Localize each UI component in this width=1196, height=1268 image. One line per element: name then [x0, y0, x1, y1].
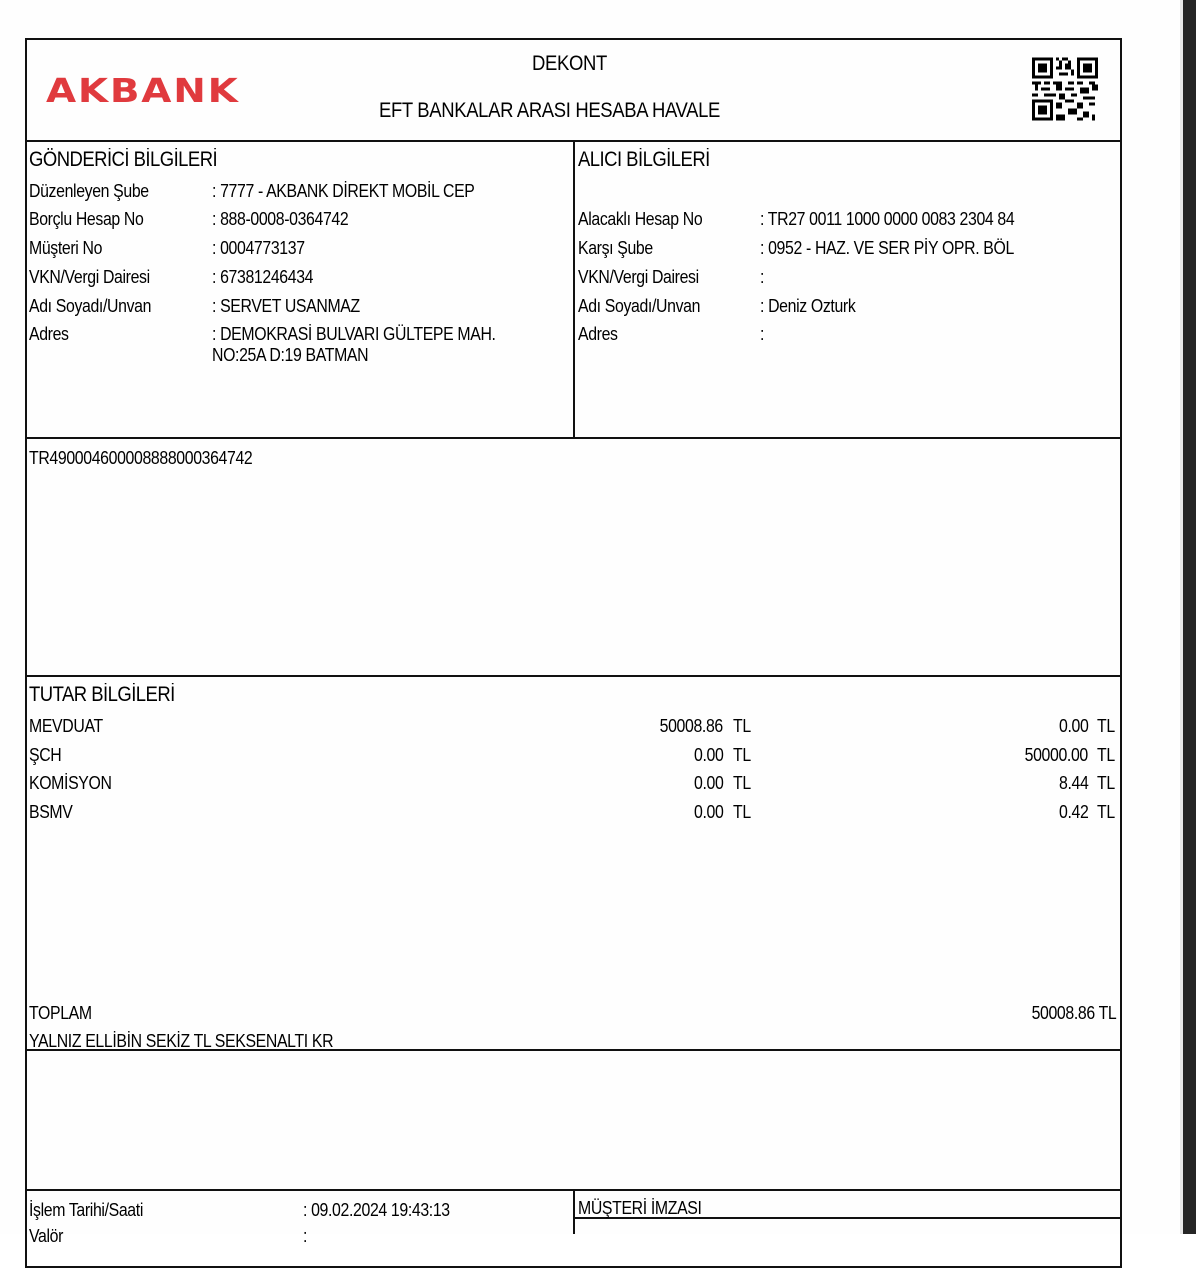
qr-code-icon: [1032, 57, 1098, 121]
amount-col1: 0.00: [693, 773, 723, 793]
vertical-scrollbar[interactable]: [1183, 0, 1196, 1234]
currency: TL: [733, 773, 751, 793]
sender-value-tax: : 67381246434: [212, 267, 314, 287]
sender-label-branch: Düzenleyen Şube: [29, 181, 149, 201]
akbank-logo: AKBANK: [46, 71, 240, 110]
signature-title: MÜŞTERİ İMZASI: [578, 1198, 702, 1218]
sender-label-customer-no: Müşteri No: [29, 238, 103, 258]
amount-col2: 0.00: [1058, 716, 1088, 736]
sender-label-name: Adı Soyadı/Unvan: [29, 296, 152, 316]
amount-label: BSMV: [29, 802, 73, 822]
receiver-value-branch: : 0952 - HAZ. VE SER PİY OPR. BÖL: [760, 238, 1014, 258]
receiver-label-address: Adres: [578, 324, 618, 344]
amount-col2: 50000.00: [1024, 745, 1088, 765]
total-value: 50008.86 TL: [1031, 1003, 1116, 1023]
sender-value-branch: : 7777 - AKBANK DİREKT MOBİL CEP: [212, 181, 475, 201]
sender-label-account: Borçlu Hesap No: [29, 209, 144, 229]
receiver-section-title: ALICI BİLGİLERİ: [578, 148, 710, 171]
currency: TL: [733, 745, 751, 765]
party-divider: [573, 141, 575, 439]
receipt-subtitle: EFT BANKALAR ARASI HESABA HAVALE: [379, 99, 721, 122]
party-section-divider: [25, 437, 1122, 439]
receiver-label-tax: VKN/Vergi Dairesi: [578, 267, 699, 287]
sender-value-address: : DEMOKRASİ BULVARI GÜLTEPE MAH.: [212, 324, 496, 344]
currency: TL: [1097, 716, 1115, 736]
description-divider: [25, 675, 1122, 677]
receipt-title: DEKONT: [532, 52, 607, 75]
sender-value-customer-no: : 0004773137: [212, 238, 305, 258]
receiver-value-tax: :: [760, 267, 765, 287]
amount-col2: 0.42: [1058, 802, 1088, 822]
amount-label: ŞCH: [29, 745, 62, 765]
receiver-label-branch: Karşı Şube: [578, 238, 653, 258]
sender-label-address: Adres: [29, 324, 69, 344]
amount-col2: 8.44: [1058, 773, 1088, 793]
footer-vertical-divider: [573, 1190, 575, 1234]
receiver-label-name: Adı Soyadı/Unvan: [578, 296, 701, 316]
total-in-words: YALNIZ ELLİBİN SEKİZ TL SEKSENALTI KR: [29, 1031, 334, 1051]
value-date-label: Valör: [29, 1226, 64, 1246]
currency: TL: [1097, 773, 1115, 793]
amount-col1: 50008.86: [659, 716, 723, 736]
total-label: TOPLAM: [29, 1003, 92, 1023]
value-date-value: :: [303, 1226, 308, 1246]
sender-value-account: : 888-0008-0364742: [212, 209, 349, 229]
transaction-datetime-label: İşlem Tarihi/Saati: [29, 1200, 143, 1220]
currency: TL: [733, 716, 751, 736]
receiver-label-account: Alacaklı Hesap No: [578, 209, 703, 229]
amount-label: KOMİSYON: [29, 773, 112, 793]
currency: TL: [733, 802, 751, 822]
sender-section-title: GÖNDERİCİ BİLGİLERİ: [29, 148, 218, 171]
amount-col1: 0.00: [693, 802, 723, 822]
sender-value-name: : SERVET USANMAZ: [212, 296, 360, 316]
currency: TL: [1097, 745, 1115, 765]
description-text: TR490004600008888000364742: [29, 448, 253, 468]
amount-col1: 0.00: [693, 745, 723, 765]
receiver-value-address: :: [760, 324, 765, 344]
receiver-value-account: : TR27 0011 1000 0000 0083 2304 84: [760, 209, 1015, 229]
currency: TL: [1097, 802, 1115, 822]
amounts-section-title: TUTAR BİLGİLERİ: [29, 683, 175, 706]
sender-value-address-line2: NO:25A D:19 BATMAN: [212, 345, 369, 365]
transaction-datetime-value: : 09.02.2024 19:43:13: [303, 1200, 450, 1220]
sender-label-tax: VKN/Vergi Dairesi: [29, 267, 150, 287]
receiver-value-name: : Deniz Ozturk: [760, 296, 856, 316]
amount-label: MEVDUAT: [29, 716, 103, 736]
